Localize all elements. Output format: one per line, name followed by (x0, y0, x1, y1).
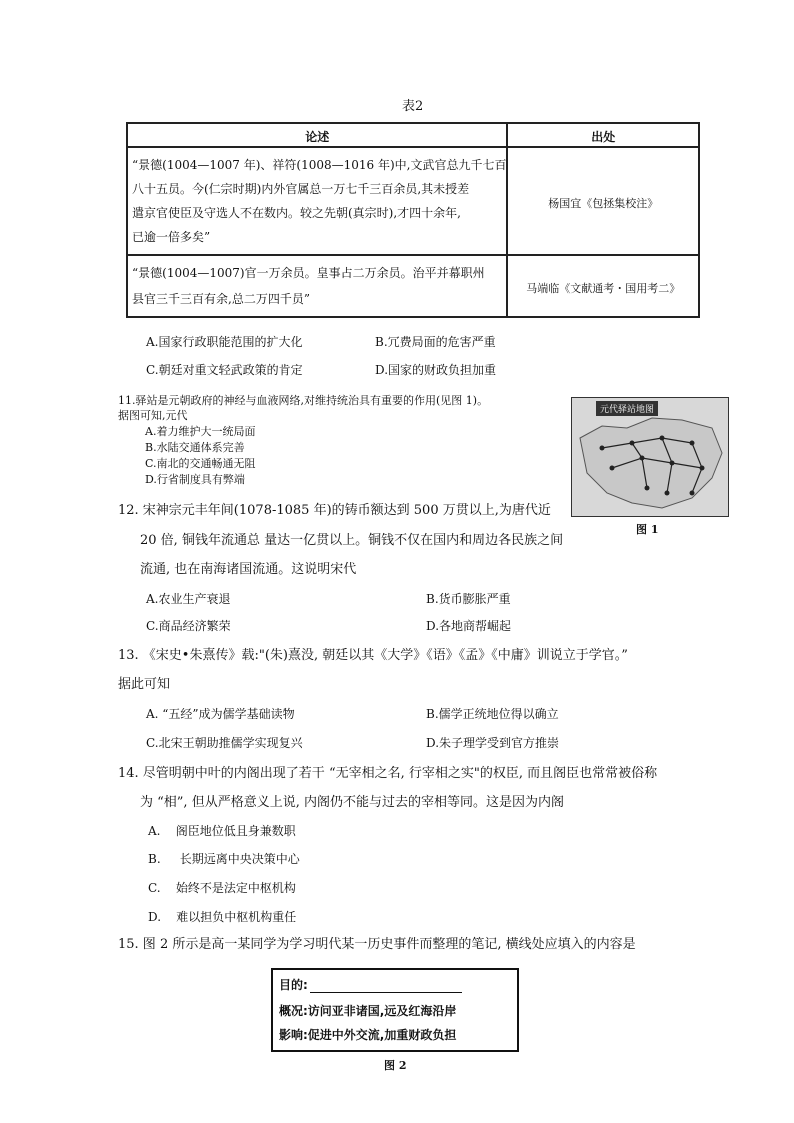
table-2 (126, 122, 700, 318)
q12-stem-cont: 20 倍, 铜钱年流通总 量达一亿贯以上。铜钱不仅在国内和周边各民族之间 (140, 533, 564, 548)
q11-stem: 11.驿站是元朝政府的神经与血液网络,对维持统治具有重要的作用(见图 1)。 (118, 394, 489, 407)
q14-option-c[interactable]: C. 始终不是法定中枢机构 (148, 881, 296, 895)
q14-option-d[interactable]: D. 难以担负中枢机构重任 (148, 910, 297, 924)
table-row (127, 255, 699, 317)
table-header-statement: 论述 (127, 123, 507, 147)
table-row (127, 147, 699, 255)
q14-stem-cont: 为 “相”, 但从严格意义上说, 内阁仍不能与过去的宰相等同。这是因为内阁 (140, 795, 564, 810)
q11-option-a[interactable]: A.着力维护大一统局面 (145, 425, 256, 438)
figure-1-caption: 图 1 (636, 523, 659, 536)
table-header-source: 出处 (507, 123, 699, 147)
q13-stem: 13. 《宋史•朱熹传》载:"(朱)熹没, 朝廷以其《大学》《语》《孟》《中庸》训说立于学官。” (118, 648, 628, 663)
figure-2-overview: 概况:访问亚非诸国,远及红海沿岸 (279, 1004, 457, 1018)
answer-blank[interactable] (310, 980, 462, 993)
q14-option-a[interactable]: A. 阁臣地位低且身兼数职 (148, 824, 296, 838)
q14-option-b[interactable]: B. 长期远离中央决策中心 (148, 852, 300, 866)
table-cell-source: 杨国宜《包拯集校注》 (507, 147, 699, 255)
q15-stem: 15. 图 2 所示是高一某同学为学习明代某一历史事件而整理的笔记, 横线处应填入的内容是 (118, 937, 636, 952)
q11-stem-cont: 据图可知,元代 (118, 409, 188, 422)
q13-option-a[interactable]: A. “五经”成为儒学基础读物 (146, 707, 295, 721)
table-cell-statement: “景德(1004—1007)官一万余员。皇事占二万余员。治平并幕职州 县官三千三百有余,总二万四千员” (127, 255, 507, 317)
table-cell-statement: “景德(1004—1007 年)、祥符(1008—1016 年)中,文武官总九千七百 八十五员。今(仁宗时期)内外官属总一万七千三百余员,其未授差 遣京官使臣及守选人不在数内。较之先朝(真宗时),才四十余年, 已逾一倍多矣” (127, 147, 507, 255)
figure-1-map (571, 397, 729, 517)
q10-option-a[interactable]: A.国家行政职能范围的扩大化 (146, 335, 303, 349)
table-caption: 表2 (402, 99, 424, 114)
figure-2-purpose: 目的: (279, 976, 462, 993)
q12-option-b[interactable]: B.货币膨胀严重 (426, 592, 511, 606)
figure-2-caption: 图 2 (384, 1059, 407, 1072)
q10-option-c[interactable]: C.朝廷对重文轻武政策的肯定 (146, 363, 303, 377)
q13-option-d[interactable]: D.朱子理学受到官方推崇 (426, 736, 560, 750)
table-cell-source: 马端临《文献通考・国用考二》 (507, 255, 699, 317)
q12-option-d[interactable]: D.各地商帮崛起 (426, 619, 512, 633)
q12-stem-cont2: 流通, 也在南海诸国流通。这说明宋代 (140, 562, 357, 577)
q12-stem: 12. 宋神宗元丰年间(1078-1085 年)的铸币额达到 500 万贯以上,为唐代近 (118, 503, 551, 518)
q10-option-b[interactable]: B.冗费局面的危害严重 (375, 335, 496, 349)
q14-stem: 14. 尽管明朝中叶的内阁出现了若干 “无宰相之名, 行宰相之实"的权臣, 而且阁臣也常常被俗称 (118, 766, 658, 781)
figure-2-note (271, 968, 519, 1052)
q10-option-d[interactable]: D.国家的财政负担加重 (375, 363, 497, 377)
q11-option-c[interactable]: C.南北的交通畅通无阻 (145, 457, 256, 470)
figure-2-impact: 影响:促进中外交流,加重财政负担 (279, 1028, 457, 1042)
q13-option-b[interactable]: B.儒学正统地位得以确立 (426, 707, 559, 721)
map-title: 元代驿站地图 (596, 401, 658, 416)
q13-option-c[interactable]: C.北宋王朝助推儒学实现复兴 (146, 736, 303, 750)
q11-option-d[interactable]: D.行省制度具有弊端 (145, 473, 245, 486)
q12-option-a[interactable]: A.农业生产衰退 (146, 592, 231, 606)
q12-option-c[interactable]: C.商品经济繁荣 (146, 619, 231, 633)
q13-stem-cont: 据此可知 (118, 677, 171, 692)
q11-option-b[interactable]: B.水陆交通体系完善 (145, 441, 245, 454)
